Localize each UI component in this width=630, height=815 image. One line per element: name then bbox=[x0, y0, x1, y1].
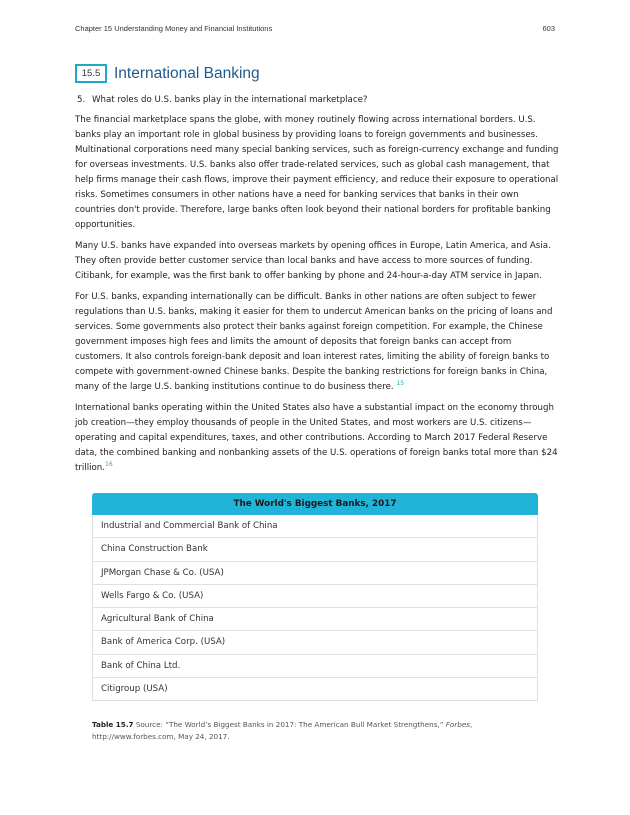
paragraph-4-text: International banks operating within the United States also have a substantial impact on the economy through job creation—they employ thousands of people in the United States, and most workers are U.S. citizens—operating and capital expenditures, taxes, and other contributions. According to March 2017 Federal Reserve data, the combined banking and nonbanking assets of the U.S. operations of foreign banks total more than $24 trillion. bbox=[75, 403, 558, 473]
learning-question bbox=[75, 93, 559, 108]
table-row: Agricultural Bank of China bbox=[92, 608, 538, 631]
table-row: Industrial and Commercial Bank of China bbox=[92, 515, 538, 538]
biggest-banks-table bbox=[92, 493, 538, 701]
table-row: Citigroup (USA) bbox=[92, 678, 538, 701]
footnote-link-15[interactable]: 15 bbox=[396, 380, 405, 387]
main-content bbox=[75, 93, 559, 482]
table-row: Bank of China Ltd. bbox=[92, 655, 538, 678]
footnote-link-16[interactable]: 16 bbox=[105, 461, 113, 468]
running-header bbox=[75, 24, 555, 33]
table-caption-source: Source: “The World’s Biggest Banks in 2017: The American Bull Market Strengthens,” bbox=[133, 720, 446, 729]
table-caption-rest: , http://www.forbes.com, May 24, 2017. bbox=[92, 720, 473, 741]
chapter-title: Chapter 15 Understanding Money and Financial Institutions bbox=[75, 24, 273, 33]
table-caption-label: Table 15.7 bbox=[92, 720, 134, 729]
section-number-badge: 15.5 bbox=[75, 64, 107, 83]
paragraph-3-text: For U.S. banks, expanding internationally can be difficult. Banks in other nations are often subject to fewer regulations than U.S. banks, making it easier for them to undercut American banks on the pricing of loans and services. Some governments also protect their banks against foreign competition. For example, the Chinese government imposes high fees and limits the amount of deposits that foreign banks can accept from customers. It also controls foreign-bank deposit and loan interest rates, limiting the ability of foreign banks to compete with government-owned Chinese banks. Despite the banking restrictions for foreign banks in China, many of the large U.S. banking institutions continue to do business there. bbox=[75, 292, 553, 392]
paragraph-2: Many U.S. banks have expanded into overseas markets by opening offices in Europe, Latin America, and Asia. They often provide better customer service than local banks and have access to more sources of funding. Citibank, for example, was the first bank to offer banking by phone and 24-hour-a-day ATM service in Japan. bbox=[75, 241, 551, 281]
table-header: The World's Biggest Banks, 2017 bbox=[92, 493, 538, 515]
table-row: Bank of America Corp. (USA) bbox=[92, 631, 538, 654]
section-heading bbox=[75, 64, 260, 83]
question-number: 5. bbox=[77, 95, 86, 105]
table-row: Wells Fargo & Co. (USA) bbox=[92, 585, 538, 608]
paragraph-3 bbox=[75, 290, 559, 395]
page-number: 603 bbox=[542, 24, 555, 33]
table-row: JPMorgan Chase & Co. (USA) bbox=[92, 562, 538, 585]
table-row: China Construction Bank bbox=[92, 538, 538, 561]
paragraph-1: The financial marketplace spans the globe, with money routinely flowing across international borders. U.S. banks play an important role in global business by providing loans to foreign governments and businesses. Multinational corporations need many special banking services, such as foreign-currency exchange and funding for overseas investments. U.S. banks also offer trade-related services, such as global cash management, that help firms manage their cash flows, improve their payment efficiency, and reduce their exposure to operational risks. Sometimes consumers in other nations have a need for banking services that banks in their own countries don't provide. Therefore, large banks often look beyond their national borders for profitable banking opportunities. bbox=[75, 115, 559, 230]
paragraph-4 bbox=[75, 401, 559, 476]
table-caption-publication: Forbes bbox=[445, 720, 470, 729]
section-title: International Banking bbox=[114, 64, 260, 82]
table-caption bbox=[92, 719, 542, 743]
question-text: What roles do U.S. banks play in the international marketplace? bbox=[92, 95, 368, 105]
